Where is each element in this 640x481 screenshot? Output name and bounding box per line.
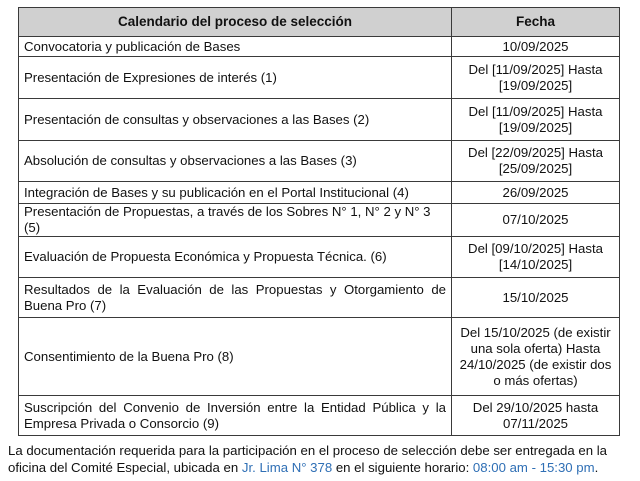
row-activity: Evaluación de Propuesta Económica y Propuesta Técnica. (6) — [19, 237, 452, 278]
table-row — [19, 99, 620, 141]
table-header-row — [19, 8, 620, 37]
row-date: 15/10/2025 — [452, 278, 620, 318]
selection-calendar-table — [18, 7, 620, 436]
row-date: 07/10/2025 — [452, 204, 620, 237]
row-date: Del [11/09/2025] Hasta [19/09/2025] — [452, 99, 620, 141]
row-activity: Presentación de Propuestas, a través de los Sobres N° 1, N° 2 y N° 3 (5) — [19, 204, 452, 237]
table-row — [19, 182, 620, 204]
row-activity: Presentación de consultas y observaciones a las Bases (2) — [19, 99, 452, 141]
note-end: . — [594, 460, 599, 475]
header-activity: Calendario del proceso de selección — [19, 8, 452, 37]
row-activity: Integración de Bases y su publicación en el Portal Institucional (4) — [19, 182, 452, 204]
row-activity: Consentimiento de la Buena Pro (8) — [19, 318, 452, 396]
row-date: 26/09/2025 — [452, 182, 620, 204]
row-activity: Absolución de consultas y observaciones a las Bases (3) — [19, 141, 452, 182]
header-date: Fecha — [452, 8, 620, 37]
row-date: Del [09/10/2025] Hasta [14/10/2025] — [452, 237, 620, 278]
row-date: Del [22/09/2025] Hasta [25/09/2025] — [452, 141, 620, 182]
row-date: 10/09/2025 — [452, 37, 620, 57]
table-row — [19, 237, 620, 278]
row-activity: Convocatoria y publicación de Bases — [19, 37, 452, 57]
submission-note — [8, 442, 636, 476]
office-address: Jr. Lima N° 378 — [241, 460, 333, 475]
row-date: Del 15/10/2025 (de existir una sola oferta) Hasta 24/10/2025 (de existir dos o más ofertas) — [452, 318, 620, 396]
table-row — [19, 318, 620, 396]
table-row — [19, 57, 620, 99]
note-text-2: en el siguiente horario: — [332, 460, 473, 475]
table-row — [19, 278, 620, 318]
table-row — [19, 204, 620, 237]
row-activity: Presentación de Expresiones de interés (1) — [19, 57, 452, 99]
row-date: Del [11/09/2025] Hasta [19/09/2025] — [452, 57, 620, 99]
table-row — [19, 141, 620, 182]
row-activity: Resultados de la Evaluación de las Propuestas y Otorgamiento de Buena Pro (7) — [19, 278, 452, 318]
note-text-1: La documentación requerida para la participación en el proceso de selección debe ser entregada en la oficina del Comité Especial, ubicada en — [8, 443, 607, 475]
row-date: Del 29/10/2025 hasta 07/11/2025 — [452, 396, 620, 436]
table-row — [19, 37, 620, 57]
row-activity: Suscripción del Convenio de Inversión entre la Entidad Pública y la Empresa Privada o Consorcio (9) — [19, 396, 452, 436]
office-hours: 08:00 am - 15:30 pm — [472, 460, 595, 475]
table-row — [19, 396, 620, 436]
